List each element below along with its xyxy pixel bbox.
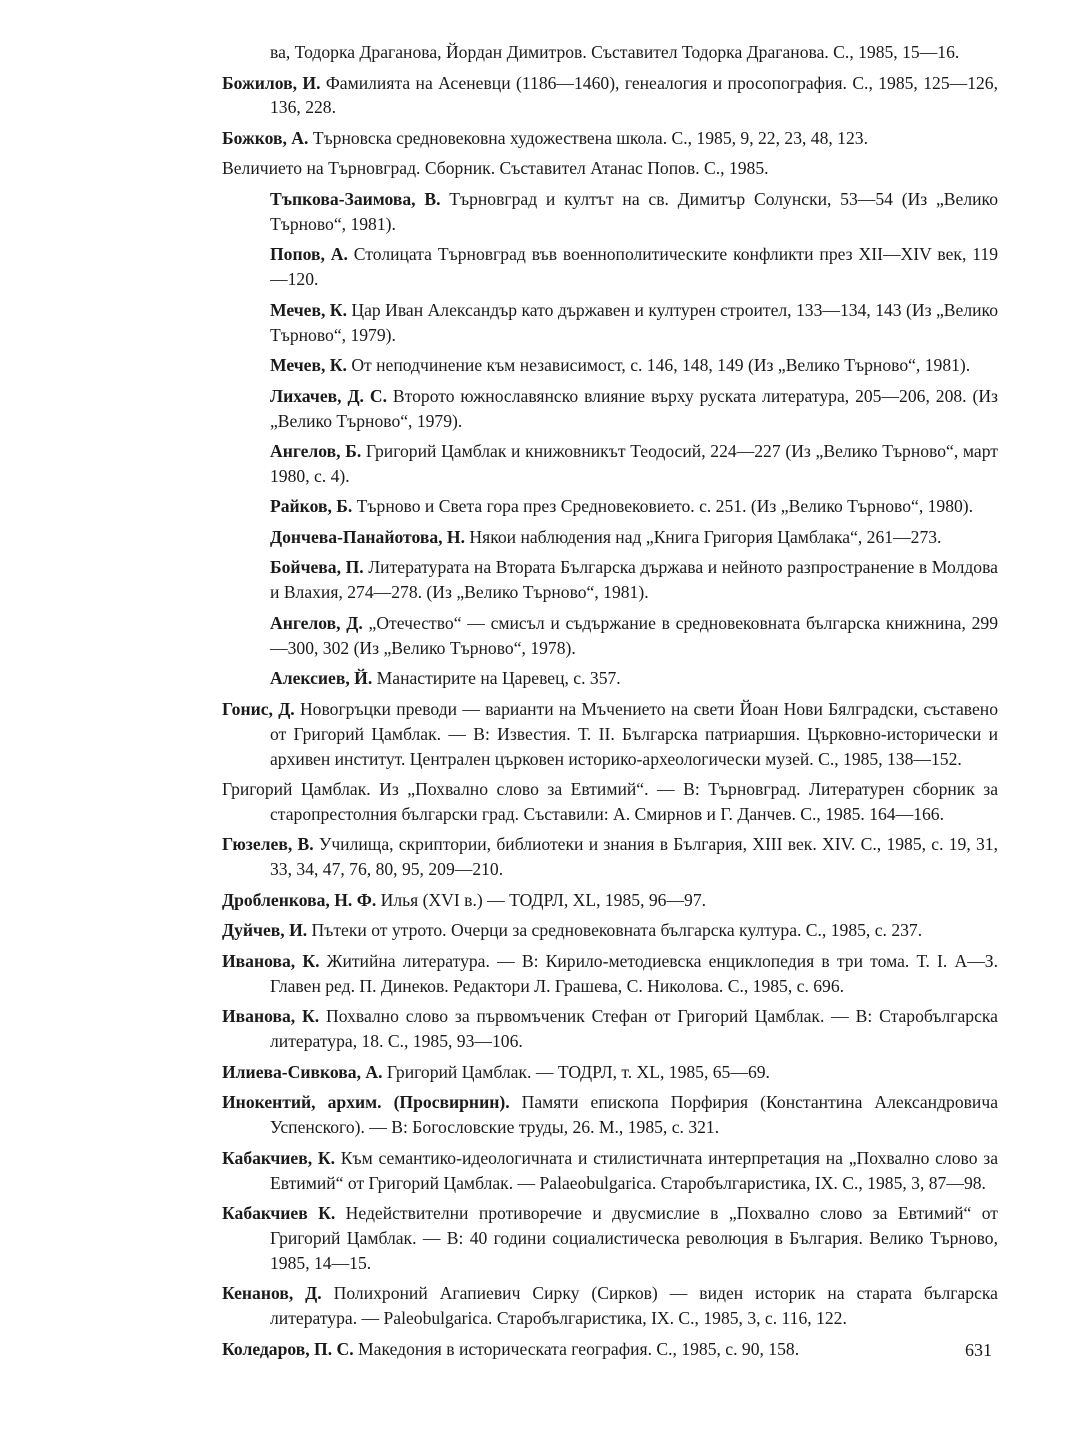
entry-author: Ангелов, Д.: [270, 612, 363, 633]
entry-author: Гонис, Д.: [222, 698, 295, 719]
entry-text: Литературата на Втората Българска държава и нейното разпространение в Молдова и Влахия, 274—278. (Из „Велико Търново“, 1981).: [270, 557, 998, 603]
entry-text: Житийна литература. — В: Кирило-методиевска енциклопедия в три тома. Т. I. А—З. Главен ред. П. Динеков. Редактори Л. Грашева, С. Николова. С., 1985, с. 696.: [270, 950, 998, 996]
entry-text: Столицата Търновград във военнополитическите конфликти през XII—XIV век, 119—120.: [270, 244, 998, 290]
entry-author: Илиева-Сивкова, А.: [222, 1061, 383, 1082]
entry-author: Божилов, И.: [222, 72, 321, 93]
bibliography-sub-entry: [270, 384, 998, 434]
bibliography-entry: [222, 71, 998, 121]
entry-text: Към семантико-идеологичната и стилистичната интерпретация на „Похвално слово за Евтимий“ от Григорий Цамблак. — Palaeobulgarica. Старобългаристика, IX. С., 1985, 3, 87—98.: [270, 1147, 998, 1193]
entry-text: Второто южнославянско влияние върху руската литература, 205—206, 208. (Из „Велико Търново“, 1979).: [270, 385, 998, 431]
entry-author: Ангелов, Б.: [270, 441, 362, 462]
entry-author: Божков, А.: [222, 127, 309, 148]
entry-author: Иванова, К.: [222, 1006, 320, 1027]
bibliography-entry: [222, 888, 998, 913]
entry-text: Фамилията на Асеневци (1186—1460), генеалогия и просопография. С., 1985, 125—126, 136, 228.: [270, 72, 999, 118]
entry-author: Лихачев, Д. С.: [270, 385, 387, 406]
entry-author: Дончева-Панайотова, Н.: [270, 526, 465, 547]
bibliography-entry: [222, 1146, 998, 1196]
entry-author: Гюзелев, В.: [222, 834, 314, 855]
entry-author: Мечев, К.: [270, 355, 347, 376]
entry-text: Търновска средновековна художествена школа. С., 1985, 9, 22, 23, 48, 123.: [308, 127, 868, 148]
bibliography-sub-entry: [270, 242, 998, 292]
bibliography-sub-entry: [270, 298, 998, 348]
page-number: 631: [965, 1340, 992, 1360]
entry-text: Манастирите на Царевец, с. 357.: [372, 668, 621, 689]
entry-text: Величието на Търновград. Сборник. Съставител Атанас Попов. С., 1985.: [222, 158, 769, 179]
entry-text: Недействителни противоречие и двусмислие в „Похвално слово за Евтимий“ от Григорий Цамблак. — В: 40 години социалистическа революция в България. Велико Търново, 1985, 14—15.: [270, 1203, 998, 1273]
entry-text: Григорий Цамблак. Из „Похвално слово за Евтимий“. — В: Търновград. Литературен сборник за старопрестолния български град. Съставили: А. Смирнов и Г. Данчев. С., 1985. 164—166.: [222, 779, 998, 824]
bibliography-entry: [222, 126, 998, 151]
entry-author: Алексиев, Й.: [270, 668, 373, 689]
entry-author: Бойчева, П.: [270, 557, 364, 578]
entry-text: Похвално слово за първомъченик Стефан от Григорий Цамблак. — В: Старобългарска литература, 18. С., 1985, 93—106.: [270, 1006, 998, 1052]
bibliography-sub-entry: [270, 666, 998, 691]
bibliography-entry: [222, 1337, 998, 1362]
bibliography-sub-entry: [270, 439, 998, 489]
bibliography-entry: [222, 1281, 998, 1331]
bibliography-sub-entry: [270, 187, 998, 237]
entry-text: Григорий Цамблак и книжовникът Теодосий, 224—227 (Из „Велико Търново“, март 1980, с. 4).: [270, 441, 998, 486]
entry-author: Дробленкова, Н. Ф.: [222, 889, 377, 910]
entry-text: Търновград и култът на св. Димитър Солунски, 53—54 (Из „Велико Търново“, 1981).: [270, 188, 998, 234]
entry-author: Иванова, К.: [222, 950, 320, 971]
entry-text: Македония в историческата география. С., 1985, с. 90, 158.: [353, 1338, 800, 1359]
entry-text: От неподчинение към независимост, с. 146, 148, 149 (Из „Велико Търново“, 1981).: [346, 355, 971, 376]
entry-text: Търново и Света гора през Средновековието. с. 251. (Из „Велико Търново“, 1980).: [352, 496, 974, 517]
bibliography-entry: [222, 1060, 998, 1085]
collection-contents: [270, 187, 998, 691]
bibliography-entry: [222, 777, 998, 827]
entry-text: Григорий Цамблак. — ТОДРЛ, т. XL, 1985, 65—69.: [382, 1061, 770, 1082]
entry-author: Мечев, К.: [270, 299, 347, 320]
bibliography-entry: [222, 832, 998, 882]
bibliography-sub-entry: [270, 611, 998, 661]
entry-text: Пътеки от утрото. Очерци за средновековната българска култура. С., 1985, с. 237.: [307, 920, 923, 941]
entry-author: Райков, Б.: [270, 496, 353, 517]
bibliography-sub-entry: [270, 353, 998, 378]
bibliography-entry: [222, 949, 998, 999]
entry-author: Тъпкова-Заимова, В.: [270, 188, 441, 209]
bibliography-list: [222, 40, 998, 1367]
entry-author: Дуйчев, И.: [222, 920, 308, 941]
entry-author: Кабакчиев К.: [222, 1203, 336, 1223]
entry-text: Училища, скриптории, библиотеки и знания в България, XIII век. XIV. С., 1985, с. 19, 31, 33, 34, 47, 76, 80, 95, 209—210.: [270, 834, 998, 880]
entry-text: „Отечество“ — смисъл и съдържание в средновековната българска книжнина, 299—300, 302 (Из „Велико Търново“, 1978).: [270, 612, 998, 658]
bibliography-entry: [222, 1004, 998, 1054]
entry-author: Попов, А.: [270, 244, 348, 265]
entry-text: Някои наблюдения над „Книга Григория Цамблака“, 261—273.: [465, 526, 942, 547]
entry-author: Коледаров, П. С.: [222, 1338, 354, 1359]
entry-text: Илья (XVI в.) — ТОДРЛ, XL, 1985, 96—97.: [376, 889, 707, 910]
bibliography-entry: [222, 1201, 998, 1276]
entry-text: Полихроний Агапиевич Сирку (Сирков) — виден историк на старата българска литература. — Paleobulgarica. Старобългаристика, IX. С., 1985, 3, с. 116, 122.: [270, 1283, 998, 1329]
bibliography-sub-entry: [270, 494, 998, 519]
bibliography-entry: [222, 918, 998, 943]
bibliography-entry: [222, 697, 998, 772]
bibliography-sub-entry: [270, 555, 998, 605]
entry-author: Инокентий, архим. (Просвирнин).: [222, 1092, 510, 1113]
bibliography-entry: [222, 156, 998, 181]
bibliography-entry: [222, 1090, 998, 1140]
entry-text: Новогръцки преводи — варианти на Мъчението на свети Йоан Нови Бялградски, съставено от Григорий Цамблак. — В: Известия. Т. II. Българска патриаршия. Църковно-исторически и архивен институт. Централен църковен историко-археологически музей. С., 1985, 138—152.: [270, 698, 998, 769]
entry-author: Кенанов, Д.: [222, 1283, 322, 1304]
bibliography-entry-continuation: ва, Тодорка Драганова, Йордан Димитров. Съставител Тодорка Драганова. С., 1985, 15—16.: [270, 42, 960, 62]
entry-text: Цар Иван Александър като държавен и културен строител, 133—134, 143 (Из „Велико Търново“, 1979).: [270, 299, 998, 345]
entry-author: Кабакчиев, К.: [222, 1147, 336, 1168]
bibliography-sub-entry: [270, 525, 998, 550]
entry-text: Памяти епископа Порфирия (Константина Александровича Успенского). — В: Богословские труды, 26. М., 1985, с. 321.: [270, 1092, 998, 1138]
